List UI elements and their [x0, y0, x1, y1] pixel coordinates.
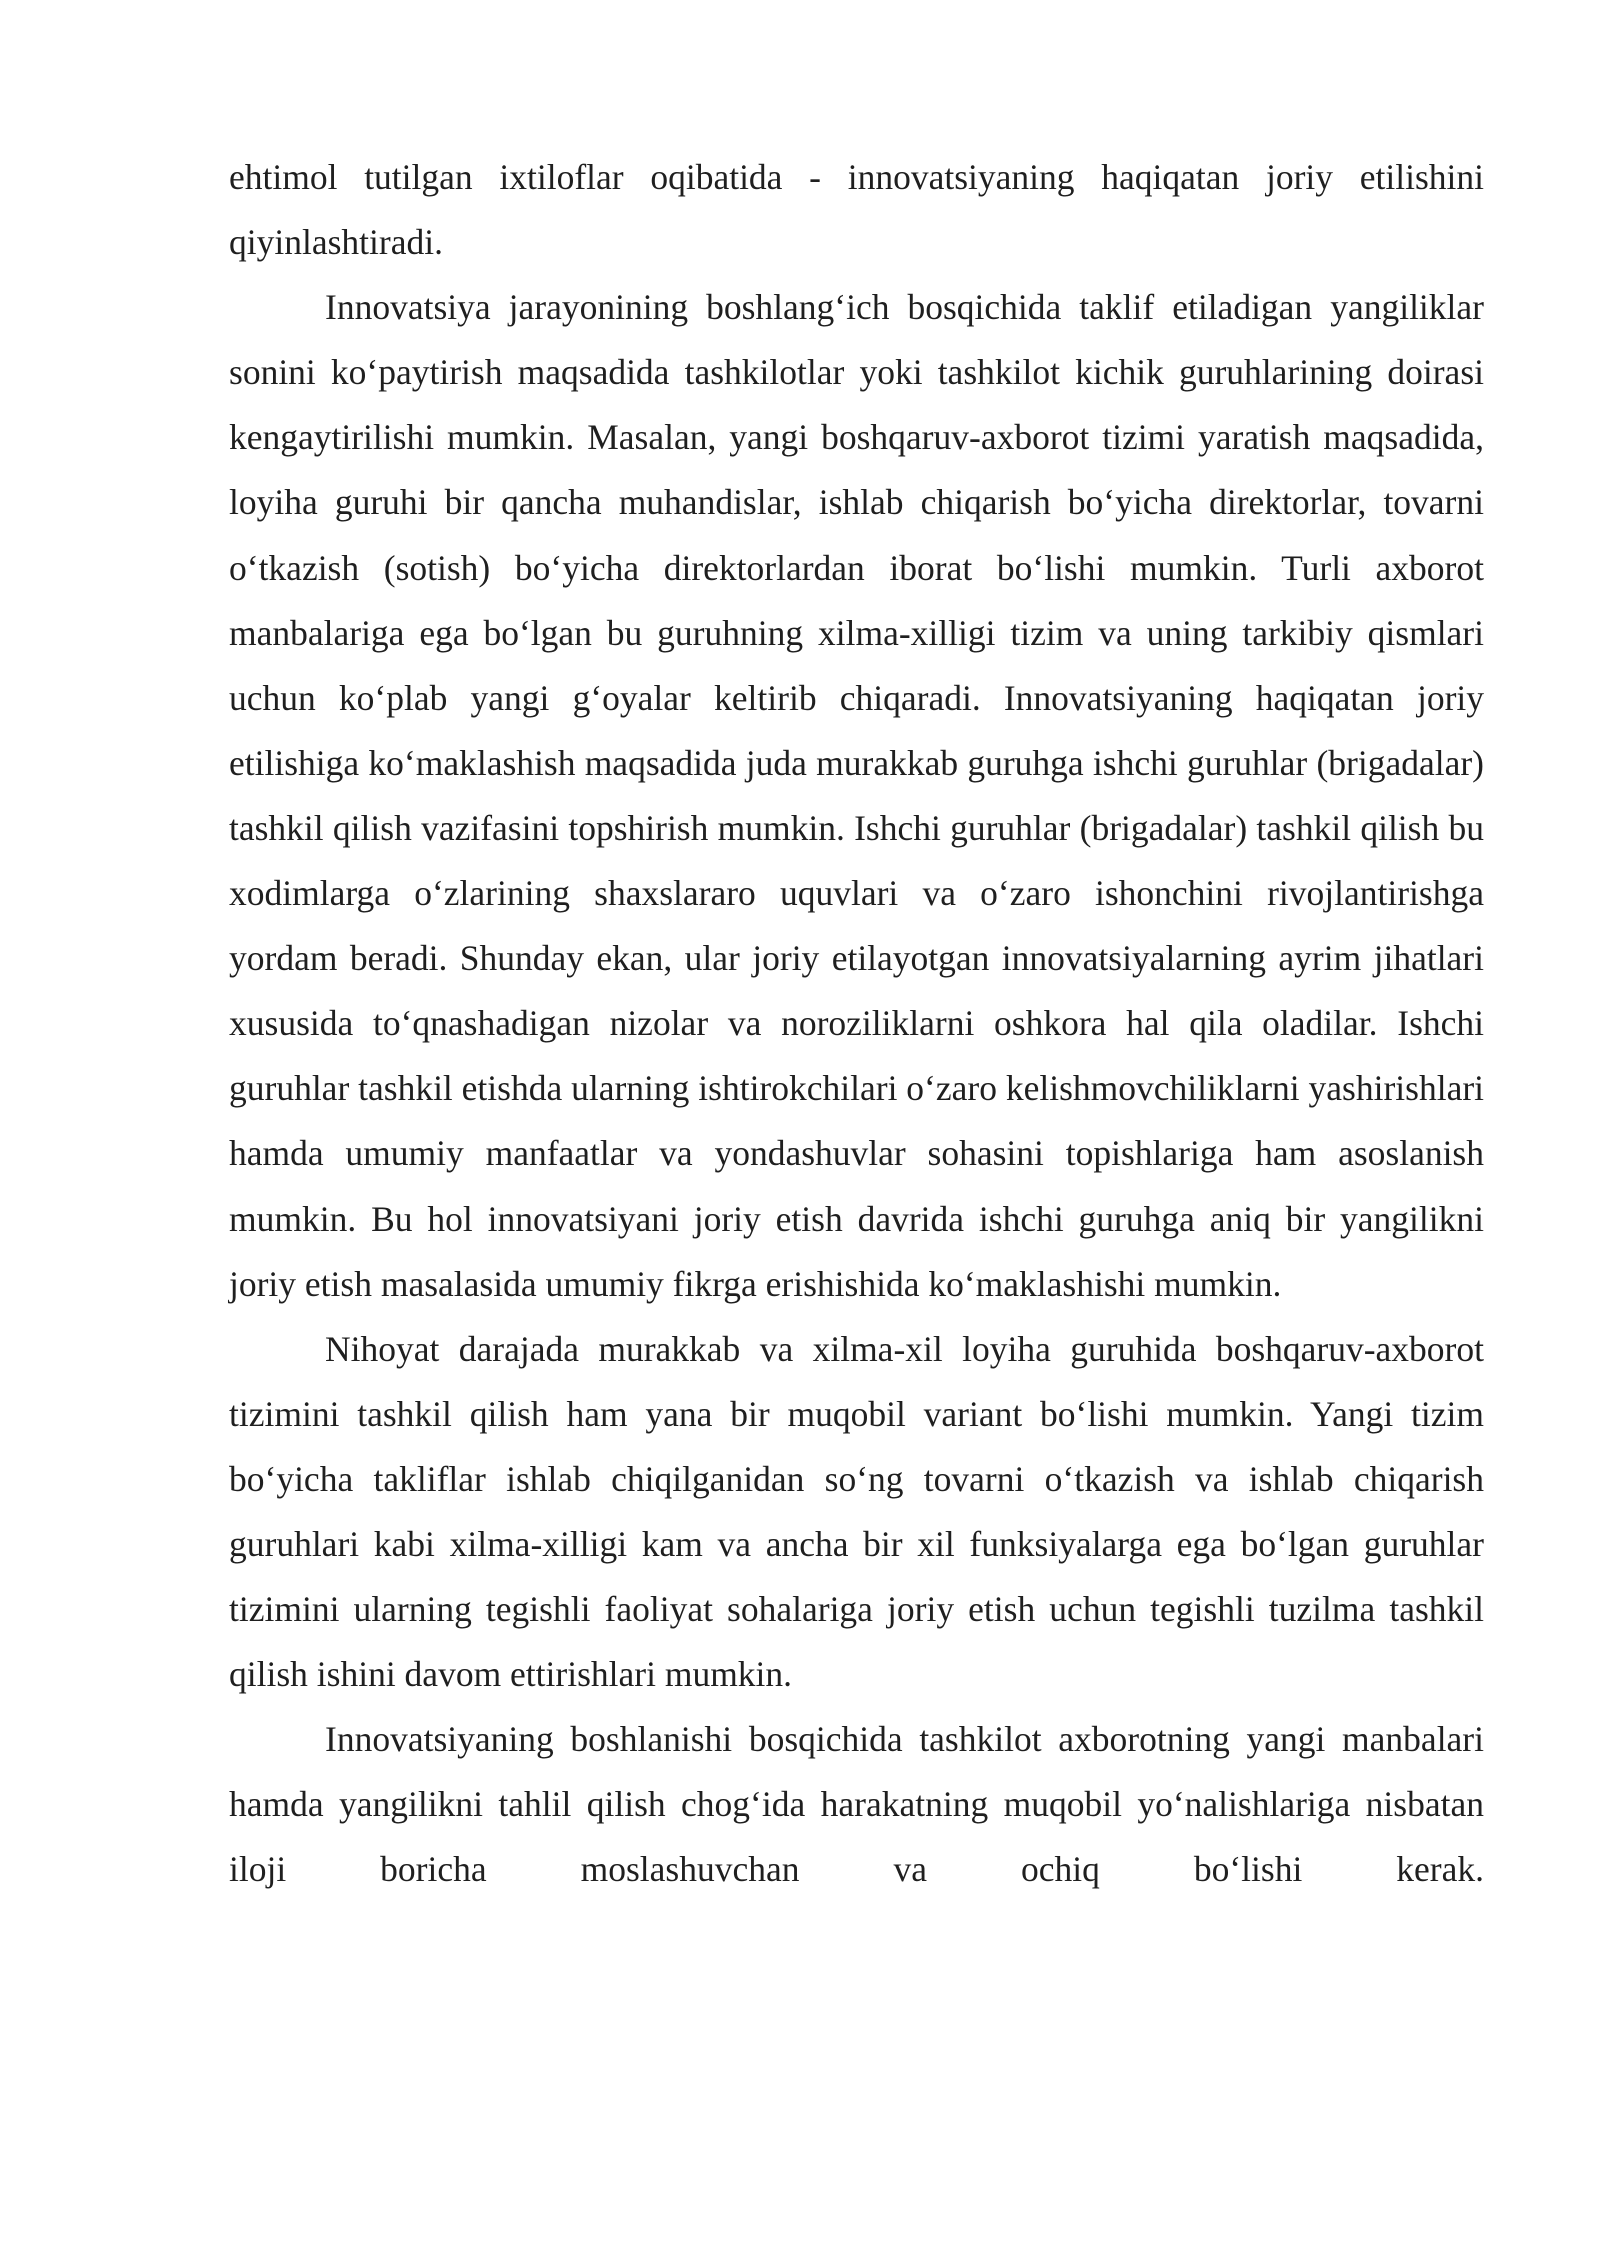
paragraph-continuation: ehtimol tutilgan ixtiloflar oqibatida - innovatsiyaning haqiqatan joriy etilishini qiyinlashtiradi. — [229, 157, 1484, 263]
document-body — [229, 145, 1484, 1903]
paragraph-complex-project-group: Nihoyat darajada murakkab va xilma-xil loyiha guruhida boshqaruv-axborot tizimini tashkil qilish ham yana bir muqobil variant bo‘lishi mumkin. Yangi tizim bo‘yicha takliflar ishlab chiqilganidan so‘ng tovarni o‘tkazish va ishlab chiqarish guruhlari kabi xilma-xilligi kam va ancha bir xil funksiyalarga ega bo‘lgan guruhlar tizimini ularning tegishli faoliyat sohalariga joriy etish uchun tegishli tuzilma tashkil qilish ishini davom ettirishlari mumkin. — [229, 1328, 1484, 1695]
paragraph-innovation-initial-stage: Innovatsiya jarayonining boshlang‘ich bosqichida taklif etiladigan yangiliklar sonini ko‘paytirish maqsadida tashkilotlar yoki tashkilot kichik guruhlarining doirasi kengaytirilishi mumkin. Masalan, yangi boshqaruv-axborot tizimi yaratish maqsadida, loyiha guruhi bir qancha muhandislar, ishlab chiqarish bo‘yicha direktorlar, tovarni o‘tkazish (sotish) bo‘yicha direktorlardan iborat bo‘lishi mumkin. Turli axborot manbalariga ega bo‘lgan bu guruhning xilma-xilligi tizim va uning tarkibiy qismlari uchun ko‘plab yangi g‘oyalar keltirib chiqaradi. Innovatsiyaning haqiqatan joriy etilishiga ko‘maklashish maqsadida juda murakkab guruhga ishchi guruhlar (brigadalar) tashkil qilish vazifasini topshirish mumkin. Ishchi guruhlar (brigadalar) tashkil qilish bu xodimlarga o‘zlarining shaxslararo uquvlari va o‘zaro ishonchini rivojlantirishga yordam beradi. Shunday ekan, ular joriy etilayotgan innovatsiyalarning ayrim jihatlari xususida to‘qnashadigan nizolar va noroziliklarni oshkora hal qila oladilar. Ishchi guruhlar tashkil etishda ularning ishtirokchilari o‘zaro kelishmovchiliklarni yashirishlari hamda umumiy manfaatlar va yondashuvlar sohasini topishlariga ham asoslanish mumkin. Bu hol innovatsiyani joriy etish davrida ishchi guruhga aniq bir yangilikni joriy etish masalasida umumiy fikrga erishishida ko‘maklashishi mumkin. — [229, 287, 1485, 1304]
paragraph-organization-flexibility: Innovatsiyaning boshlanishi bosqichida tashkilot axborotning yangi manbalari hamda yangilikni tahlil qilish chog‘ida harakatning muqobil yo‘nalishlariga nisbatan iloji boricha moslashuvchan va ochiq bo‘lishi kerak. — [229, 1719, 1484, 1890]
